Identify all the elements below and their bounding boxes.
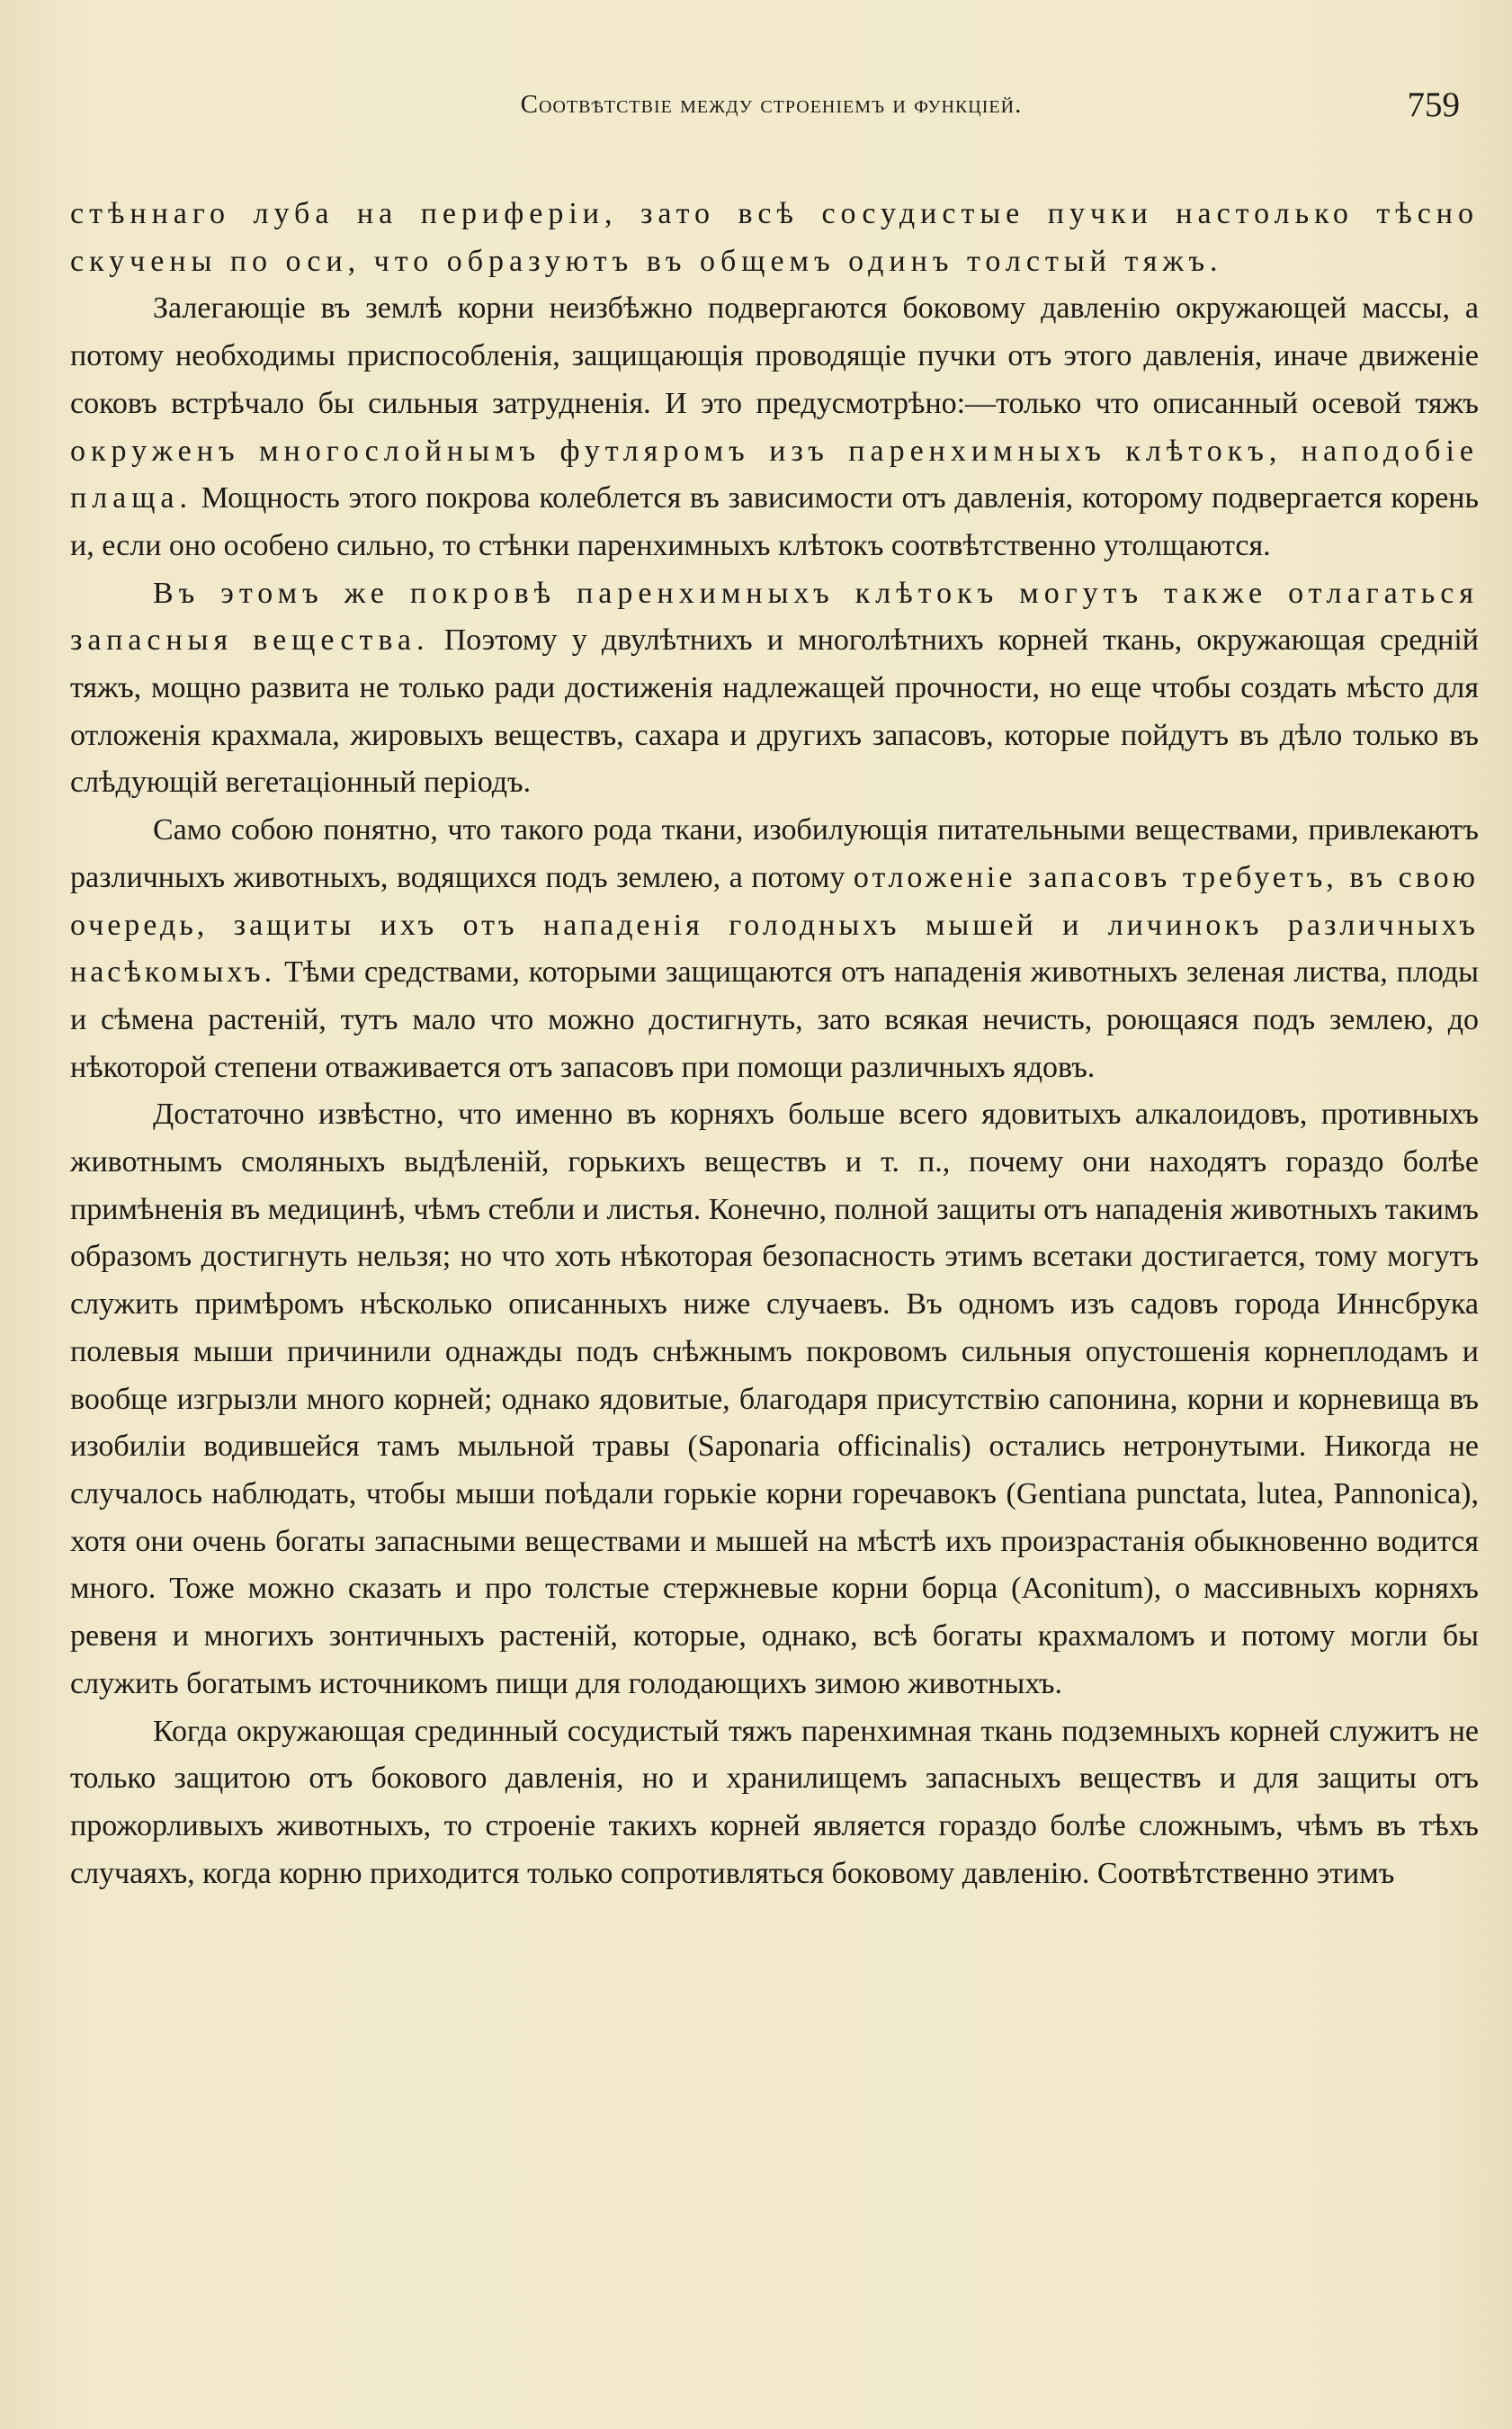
paragraph-3-emphasis: Въ этомъ же покровѣ паренхимныхъ клѣтокъ могутъ также отлагаться запасныя вещества. <box>70 576 1479 658</box>
paragraph-2 <box>70 285 1479 569</box>
paragraph-3 <box>70 570 1479 808</box>
paragraph-6 <box>70 1708 1479 1898</box>
running-title: Соотвѣтствіе между строеніемъ и функціей. <box>520 90 1023 119</box>
paragraph-4 <box>70 807 1479 1091</box>
page-number: 759 <box>1407 85 1460 124</box>
paragraph-2-continuation: Мощность этого покрова колеблется въ зависимости отъ давленія, которому подвергается корень и, если оно особено сильно, то стѣнки паренхимныхъ клѣтокъ соотвѣтственно утолщаются. <box>70 481 1479 562</box>
paragraph-5-text: Достаточно извѣстно, что именно въ корняхъ больше всего ядовитыхъ алкалоидовъ, противныхъ животнымъ смоляныхъ выдѣленій, горькихъ веществъ и т. п., почему они находятъ гораздо болѣе примѣненія въ медицинѣ, чѣмъ стебли и листья. Конечно, полной защиты отъ нападенія животныхъ такимъ образомъ достигнуть нельзя; но что хоть нѣкоторая безопасность этимъ всетаки достигается, тому могутъ служить примѣромъ нѣсколько описанныхъ ниже случаевъ. Въ одномъ изъ садовъ города Иннсбрука полевыя мыши причинили однажды подъ снѣжнымъ покровомъ сильныя опустошенія корнеплодамъ и вообще изгрызли много корней; однако ядовитые, благодаря присутствію сапонина, корни и корневища въ изобиліи водившейся тамъ мыльной травы (Saponaria officinalis) остались нетронутыми. Никогда не случалось наблюдать, чтобы мыши поѣдали горькіе корни горечавокъ (Gentiana punctata, lutea, Pannonica), хотя они очень богаты запасными веществами и мышей на мѣстѣ ихъ произрастанія обыкновенно водится много. Тоже можно сказать и про толстые стержневые корни борца (Aconitum), о массивныхъ корняхъ ревеня и многихъ зонтичныхъ растеній, которые, однако, всѣ богаты крахмаломъ и потому могли бы служить богатымъ источникомъ пищи для голодающихъ зимою животныхъ. <box>70 1098 1479 1700</box>
paragraph-1-text: стѣннаго луба на периферіи, зато всѣ сосудистые пучки настолько тѣсно скучены по оси, что образуютъ въ общемъ одинъ толстый тяжъ. <box>70 197 1479 278</box>
paragraph-2-emphasis: окруженъ многослойнымъ футляромъ изъ паренхимныхъ клѣтокъ, наподобіе плаща. <box>70 434 1479 515</box>
paragraph-4-continuation: Тѣми средствами, которыми защищаются отъ нападенія животныхъ зеленая листва, плоды и сѣмена растеній, тутъ мало что можно достигнуть, зато всякая нечисть, роющаяся подъ землею, до нѣкоторой степени отваживается отъ запасовъ при помощи различныхъ ядовъ. <box>70 955 1479 1084</box>
paragraph-4-emphasis: отложеніе запасовъ требуетъ, въ свою очередь, защиты ихъ отъ нападенія голодныхъ мышей и личинокъ различныхъ насѣкомыхъ. <box>70 860 1479 990</box>
paragraph-4-text: Само собою понятно, что такого рода ткани, изобилующія питательными веществами, привлекаютъ различныхъ животныхъ, водящихся подъ землею, а потому <box>70 813 1479 894</box>
paragraph-1 <box>70 191 1479 285</box>
paragraph-2-text: Залегающіе въ землѣ корни неизбѣжно подвергаются боковому давленію окружающей массы, а потому необходимы приспособленія, защищающія проводящіе пучки отъ этого давленія, иначе движеніе соковъ встрѣчало бы сильныя затрудненія. И это предусмотрѣно:—только что описанный осевой тяжъ <box>70 291 1479 420</box>
paragraph-6-text: Когда окружающая срединный сосудистый тяжъ паренхимная ткань подземныхъ корней служитъ не только защитою отъ бокового давленія, но и хранилищемъ запасныхъ веществъ и для защиты отъ прожорливыхъ животныхъ, то строеніе такихъ корней является гораздо болѣе сложнымъ, чѣмъ въ тѣхъ случаяхъ, когда корню приходится только сопротивляться боковому давленію. Соотвѣтственно этимъ <box>70 1714 1479 1890</box>
running-header <box>70 83 1472 137</box>
paragraph-5 <box>70 1091 1479 1707</box>
paragraph-3-text: Поэтому у двулѣтнихъ и многолѣтнихъ корней ткань, окружающая средній тяжъ, мощно развита не только ради достиженія надлежащей прочности, но еще чтобы создать мѣсто для отложенія крахмала, жировыхъ веществъ, сахара и другихъ запасовъ, которые пойдутъ въ дѣло только въ слѣдующій вегетаціонный періодъ. <box>70 623 1479 800</box>
body-text <box>70 191 1479 1897</box>
